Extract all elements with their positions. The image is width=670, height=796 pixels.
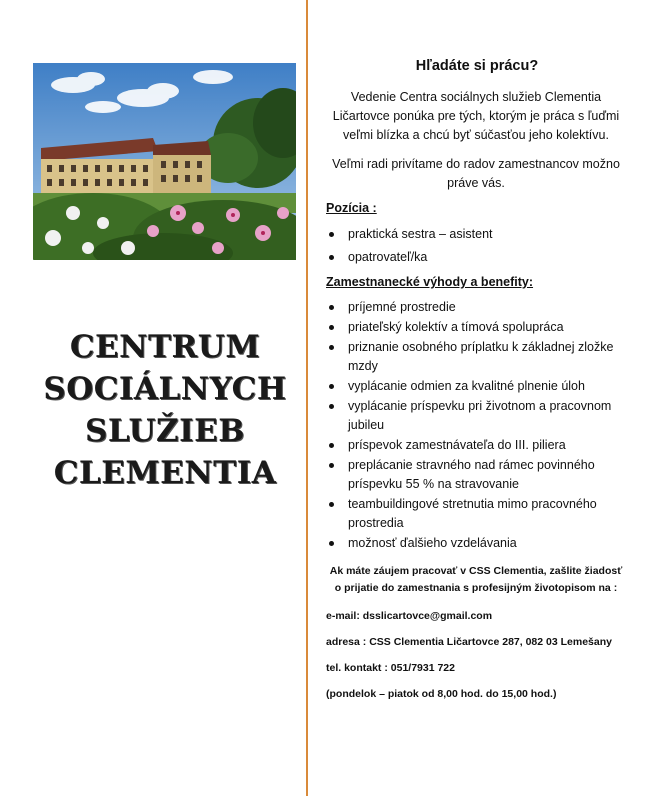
contact-hours: (pondelok – piatok od 8,00 hod. do 15,00 hod.) [326, 688, 557, 700]
position-item: opatrovateľ/ka [326, 248, 626, 267]
contact-phone[interactable]: tel. kontakt : 051/7931 722 [326, 662, 455, 674]
intro-paragraph: Vedenie Centra sociálnych služieb Clementia Ličartovce ponúka pre tých, ktorým je práca s ľuďmi veľmi blízka a chcú byť súčasťou jeho kolektívu. [332, 90, 620, 142]
benefit-item: príspevok zamestnávateľa do III. piliera [326, 436, 626, 455]
vertical-divider [306, 0, 308, 796]
benefit-item: priateľský kolektív a tímová spolupráca [326, 318, 626, 337]
benefit-item: príjemné prostredie [326, 298, 626, 317]
benefit-item: priznanie osobného príplatku k základnej zložke mzdy [326, 338, 626, 376]
positions-label: Pozícia : [326, 201, 377, 215]
benefits-label: Zamestnanecké výhody a benefity: [326, 275, 534, 289]
organization-title [30, 326, 300, 494]
position-item: praktická sestra – asistent [326, 225, 626, 244]
benefit-item: vyplácanie príspevku pri životnom a pracovnom jubileu [326, 397, 626, 435]
contact-email[interactable]: e-mail: dsslicartovce@gmail.com [326, 610, 493, 622]
benefits-list [326, 298, 626, 553]
intro-paragraph-2: Veľmi radi privítame do radov zamestnancov možno práve vás. [332, 157, 620, 190]
job-heading: Hľadáte si prácu? [415, 58, 539, 74]
benefit-item: teambuildingové stretnutia mimo pracovného prostredia [326, 495, 626, 533]
apply-instructions: Ak máte záujem pracovať v CSS Clementia, zašlite žiadosť o prijatie do zamestnania s profesijným životopisom na : [329, 565, 623, 594]
title-line: CLEMENTIA [53, 455, 277, 491]
job-offer-column [326, 58, 626, 701]
benefit-item: preplácanie stravného nad rámec povinného príspevku 55 % na stravovanie [326, 456, 626, 494]
title-line: SOCIÁLNYCH [43, 371, 287, 407]
title-line: SLUŽIEB [85, 413, 245, 449]
benefit-item: vyplácanie odmien za kvalitné plnenie úloh [326, 377, 626, 396]
positions-list [326, 225, 626, 267]
contact-address: adresa : CSS Clementia Ličartovce 287, 082 03 Lemešany [326, 636, 612, 648]
benefit-item: možnosť ďalšieho vzdelávania [326, 534, 626, 553]
building-photo [33, 63, 296, 260]
title-line: CENTRUM [69, 329, 261, 365]
